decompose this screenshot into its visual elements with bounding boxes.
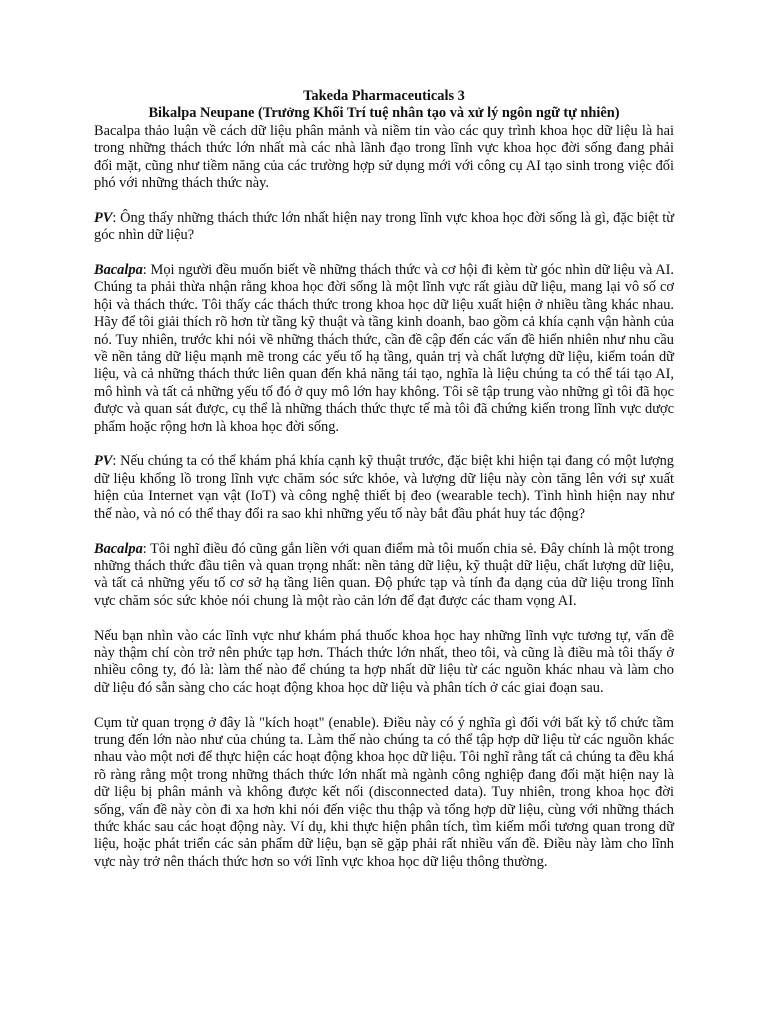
interviewee-label: Bacalpa — [94, 262, 143, 279]
interviewer-label: PV — [94, 453, 113, 470]
document-title: Takeda Pharmaceuticals 3 — [303, 88, 465, 104]
question-2 — [94, 453, 674, 523]
answer-1-text: : Mọi người đều muốn biết về những thách thức và cơ hội đi kèm từ góc nhìn dữ liệu và AI. Chúng ta phải thừa nhận rằng khoa học đời sống là một lĩnh vực rất giàu dữ liệu, mang lại vô số cơ hội và thách thức. Tôi thấy các thách thức trong khoa học dữ liệu xuất hiện ở nhiều tầng khác nhau. Hãy để tôi giải thích rõ hơn từ tầng kỹ thuật và tầng kinh doanh, bao gồm cả khía cạnh vận hành của nó. Tuy nhiên, trước khi nói về những thách thức, cần đề cập đến các vấn đề hiển nhiên như nhu cầu về nền tảng dữ liệu mạnh mẽ trong các yếu tố hạ tầng, quản trị và chất lượng dữ liệu, kiểm toán dữ liệu, và cả những thách thức liên quan đến khả năng tái tạo, nghĩa là liệu chúng ta có thể tái tạo AI, mô hình và tất cả những yếu tố đó ở quy mô lớn hay không. Tôi sẽ tập trung vào những gì tôi đã học được và quan sát được, cụ thể là những thách thức thực tế mà tôi đã chứng kiến trong lĩnh vực dược phẩm hoặc rộng hơn là khoa học đời sống. — [94, 262, 674, 435]
interviewer-label: PV — [94, 209, 113, 226]
document-page — [94, 88, 674, 889]
enable-paragraph: Cụm từ quan trọng ở đây là "kích hoạt" (enable). Điều này có ý nghĩa gì đối với bất kỳ tổ chức tầm trung đến lớn nào như của chúng ta. Làm thế nào chúng ta có thể tập hợp dữ liệu từ các nguồn khác nhau vào một nơi để thực hiện các hoạt động khoa học dữ liệu. Tôi nghĩ rằng tất cả chúng ta đều khá rõ ràng rằng một trong những thách thức lớn nhất mà ngành công nghiệp đang đối mặt hiện nay là dữ liệu bị phân mảnh và không được kết nối (disconnected data). Tuy nhiên, trong khoa học đời sống, vấn đề này còn đi xa hơn khi nói đến việc thu thập và tổng hợp dữ liệu, cùng với những thách thức khác sau các hoạt động này. Ví dụ, khi thực hiện phân tích, tìm kiếm mối tương quan trong dữ liệu, hoặc phát triển các sản phẩm dữ liệu, bạn sẽ gặp phải rất nhiều vấn đề. Điều này làm cho lĩnh vực này trở nên thách thức hơn so với lĩnh vực khoa học dữ liệu thông thường. — [94, 714, 674, 870]
question-2-text: : Nếu chúng ta có thể khám phá khía cạnh kỹ thuật trước, đặc biệt khi hiện tại đang có một lượng dữ liệu khổng lồ trong lĩnh vực chăm sóc sức khỏe, và lượng dữ liệu này còn tăng lên với sự xuất hiện của Internet vạn vật (IoT) và công nghệ thiết bị đeo (wearable tech). Tình hình hiện nay như thế nào, và nó có thể thay đổi ra sao khi những yếu tố này bắt đầu phát huy tác động? — [94, 453, 674, 522]
question-1 — [94, 210, 674, 245]
intro-paragraph: Bacalpa thảo luận về cách dữ liệu phân mảnh và niềm tin vào các quy trình khoa học dữ liệu là hai trong những thách thức lớn nhất mà các nhà lãnh đạo trong lĩnh vực khoa học đời sống đang phải đối mặt, cũng như tiềm năng của các trường hợp sử dụng mới với công cụ AI tạo sinh trong việc đối phó với những thách thức này. — [94, 122, 674, 192]
interviewee-label: Bacalpa — [94, 540, 143, 557]
answer-2-text: : Tôi nghĩ điều đó cũng gắn liền với quan điểm mà tôi muốn chia sẻ. Đây chính là một trong những thách thức đầu tiên và quan trọng nhất: nền tảng dữ liệu, kỹ thuật dữ liệu, chất lượng dữ liệu, và tất cả những yếu tố cơ sở hạ tầng liên quan. Độ phức tạp và tính đa dạng của dữ liệu trong lĩnh vực chăm sóc sức khỏe nói chung là một rào cản lớn để đạt được các tham vọng AI. — [94, 540, 674, 609]
question-1-text: : Ông thấy những thách thức lớn nhất hiện nay trong lĩnh vực khoa học đời sống là gì, đặc biệt từ góc nhìn dữ liệu? — [94, 209, 674, 244]
drug-discovery-paragraph: Nếu bạn nhìn vào các lĩnh vực như khám phá thuốc khoa học hay những lĩnh vực tương tự, vấn đề này thậm chí còn trở nên phức tạp hơn. Thách thức lớn nhất, theo tôi, và cũng là điều mà tôi thấy ở nhiều công ty, đó là: làm thế nào để chúng ta hợp nhất dữ liệu từ các nguồn khác nhau và làm cho dữ liệu đó sẵn sàng cho các hoạt động khoa học dữ liệu và phân tích ở các giai đoạn sau. — [94, 627, 674, 696]
answer-1 — [94, 262, 674, 436]
answer-2 — [94, 541, 674, 611]
document-subtitle: Bikalpa Neupane (Trưởng Khối Trí tuệ nhân tạo và xử lý ngôn ngữ tự nhiên) — [148, 105, 620, 122]
